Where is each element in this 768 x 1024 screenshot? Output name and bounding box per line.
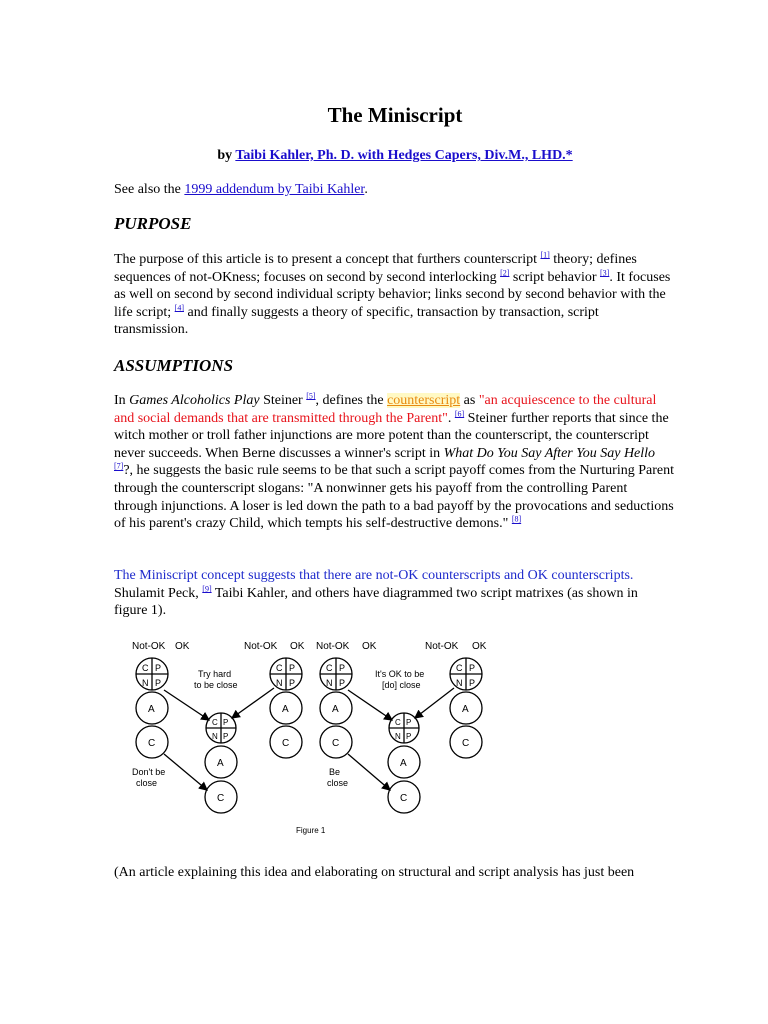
close-label-right: close bbox=[327, 778, 349, 788]
byline-prefix: by bbox=[217, 148, 236, 163]
miniscript-text-2: Taibi Kahler, and others have diagrammed two script matrixes (as shown in figure 1). bbox=[114, 585, 638, 619]
svg-text:A: A bbox=[462, 704, 469, 715]
right-parent-2 bbox=[450, 658, 482, 758]
svg-text:P: P bbox=[155, 663, 162, 673]
left-child bbox=[205, 713, 237, 813]
assumptions-text-6: Steiner further reports that since the witch mother or troll father injunctions are more potent than the counterscript, the counterscript never succeeds. When Berne discusses a winner's script in bbox=[114, 410, 669, 461]
figure-1-diagram bbox=[114, 632, 494, 842]
try-hard-label: Try hard bbox=[198, 669, 232, 679]
ok-label-2: OK bbox=[290, 641, 305, 652]
purpose-heading: PURPOSE bbox=[114, 214, 192, 233]
notok-label-3: Not-OK bbox=[316, 641, 350, 652]
right-child bbox=[388, 713, 420, 813]
right-parent-1 bbox=[320, 658, 352, 758]
purpose-text-1: The purpose of this article is to present a concept that furthers counterscript bbox=[114, 252, 541, 267]
be-label: Be bbox=[329, 767, 341, 777]
svg-text:P: P bbox=[289, 678, 296, 688]
svg-text:N: N bbox=[276, 678, 283, 688]
miniscript-text-1: Shulamit Peck, bbox=[114, 585, 203, 601]
assumptions-text-2: Steiner bbox=[259, 393, 307, 408]
byline bbox=[114, 146, 676, 166]
left-parent-1 bbox=[136, 658, 168, 758]
final-paragraph: (An article explaining this idea and elaborating on structural and script analysis has just been bbox=[114, 865, 635, 880]
footnote-link-2[interactable]: [2] bbox=[500, 267, 510, 277]
footnote-link-9[interactable]: [9] bbox=[202, 583, 212, 593]
svg-text:N: N bbox=[212, 732, 218, 741]
svg-text:C: C bbox=[332, 738, 340, 749]
svg-text:C: C bbox=[395, 718, 401, 727]
svg-text:P: P bbox=[469, 663, 476, 673]
do-close-label: [do] close bbox=[382, 680, 421, 690]
svg-text:P: P bbox=[155, 678, 162, 688]
svg-text:C: C bbox=[282, 738, 290, 749]
purpose-text-3: script behavior bbox=[509, 269, 600, 285]
svg-text:C: C bbox=[462, 738, 470, 749]
svg-text:N: N bbox=[326, 678, 333, 688]
svg-text:C: C bbox=[142, 663, 149, 673]
svg-text:A: A bbox=[148, 704, 155, 715]
svg-text:P: P bbox=[223, 718, 229, 727]
its-ok-label: It's OK to be bbox=[375, 669, 425, 679]
svg-text:C: C bbox=[217, 793, 225, 804]
svg-text:N: N bbox=[142, 678, 149, 688]
notok-label-1: Not-OK bbox=[132, 641, 166, 652]
see-also-line bbox=[114, 181, 674, 199]
assumptions-text-4: as bbox=[460, 393, 479, 408]
assumptions-text-8: ?, he suggests the basic rule seems to be that such a script payoff comes from the Nurturing Parent through the counterscript slogans: "A nonwinner gets his payoff from the controlling Parent through injunctions. A loser is led down the path to a bad payoff by the provocations and seductions of his parent's crazy Child, which tempts his self-destructive demons." bbox=[114, 463, 674, 532]
svg-text:A: A bbox=[400, 758, 407, 769]
footnote-link-5[interactable]: [5] bbox=[306, 391, 316, 401]
purpose-text-4: . It focuses as well on second by second individual scripty behavior; links second by second behavior with the life script; bbox=[114, 269, 671, 320]
to-be-close-label: to be close bbox=[194, 680, 238, 690]
svg-text:P: P bbox=[289, 663, 296, 673]
svg-text:N: N bbox=[395, 732, 401, 741]
assumptions-text-3: , defines the bbox=[315, 393, 388, 408]
dont-be-label: Don't be bbox=[132, 767, 166, 777]
footnote-link-7[interactable]: [7] bbox=[114, 461, 124, 471]
svg-text:C: C bbox=[326, 663, 333, 673]
svg-text:C: C bbox=[212, 718, 218, 727]
svg-text:A: A bbox=[332, 704, 339, 715]
miniscript-paragraph bbox=[114, 567, 674, 620]
figure-caption: Figure 1 bbox=[296, 826, 326, 835]
svg-text:A: A bbox=[217, 758, 224, 769]
purpose-text-2: theory; defines sequences of not-OKness; focuses on second by second interlocking bbox=[114, 252, 637, 285]
svg-text:P: P bbox=[406, 718, 412, 727]
assumptions-text-1: In bbox=[114, 393, 130, 408]
purpose-text-5: and finally suggests a theory of specific, transaction by transaction, script transmission. bbox=[114, 304, 599, 338]
svg-text:P: P bbox=[339, 663, 346, 673]
svg-text:A: A bbox=[282, 704, 289, 715]
ok-label-1: OK bbox=[175, 641, 190, 652]
svg-text:P: P bbox=[339, 678, 346, 688]
svg-text:P: P bbox=[223, 732, 229, 741]
svg-text:C: C bbox=[456, 663, 463, 673]
footnote-link-3[interactable]: [3] bbox=[600, 267, 610, 277]
miniscript-blue-text: The Miniscript concept suggests that there are not-OK counterscripts and OK counterscripts. bbox=[114, 568, 634, 583]
svg-text:N: N bbox=[456, 678, 463, 688]
see-also-prefix: See also the bbox=[114, 182, 185, 197]
footnote-link-8[interactable]: [8] bbox=[511, 514, 522, 524]
footnote-link-4[interactable]: [4] bbox=[174, 303, 184, 313]
svg-text:P: P bbox=[469, 678, 476, 688]
page-title: The Miniscript bbox=[327, 103, 463, 127]
see-also-suffix: . bbox=[364, 182, 368, 197]
ok-label-4: OK bbox=[472, 641, 487, 652]
notok-label-2: Not-OK bbox=[244, 641, 278, 652]
notok-label-4: Not-OK bbox=[425, 641, 459, 652]
assumptions-heading: ASSUMPTIONS bbox=[114, 356, 234, 375]
svg-text:C: C bbox=[148, 738, 156, 749]
book-title-hello: What Do You Say After You Say Hello bbox=[443, 445, 656, 461]
author-link[interactable]: Taibi Kahler, Ph. D. with Hedges Capers, Div.M., LHD.* bbox=[235, 148, 573, 163]
footnote-link-6[interactable]: [6] bbox=[454, 408, 465, 418]
quoted-definition: "an acquiescence to the cultural and social demands that are transmitted through the Parent" bbox=[114, 393, 657, 426]
book-title-games: Games Alcoholics Play bbox=[129, 393, 260, 408]
svg-text:P: P bbox=[406, 732, 412, 741]
purpose-paragraph bbox=[114, 251, 674, 339]
ok-label-3: OK bbox=[362, 641, 377, 652]
assumptions-text-5: . bbox=[447, 410, 455, 426]
svg-text:C: C bbox=[276, 663, 283, 673]
footnote-link-1[interactable]: [1] bbox=[540, 250, 550, 260]
close-label-left: close bbox=[136, 778, 158, 788]
counterscript-link[interactable]: counterscript bbox=[387, 393, 461, 408]
svg-text:C: C bbox=[400, 793, 408, 804]
addendum-link[interactable]: 1999 addendum by Taibi Kahler bbox=[184, 182, 365, 197]
left-parent-2 bbox=[270, 658, 302, 758]
assumptions-paragraph bbox=[114, 392, 674, 533]
